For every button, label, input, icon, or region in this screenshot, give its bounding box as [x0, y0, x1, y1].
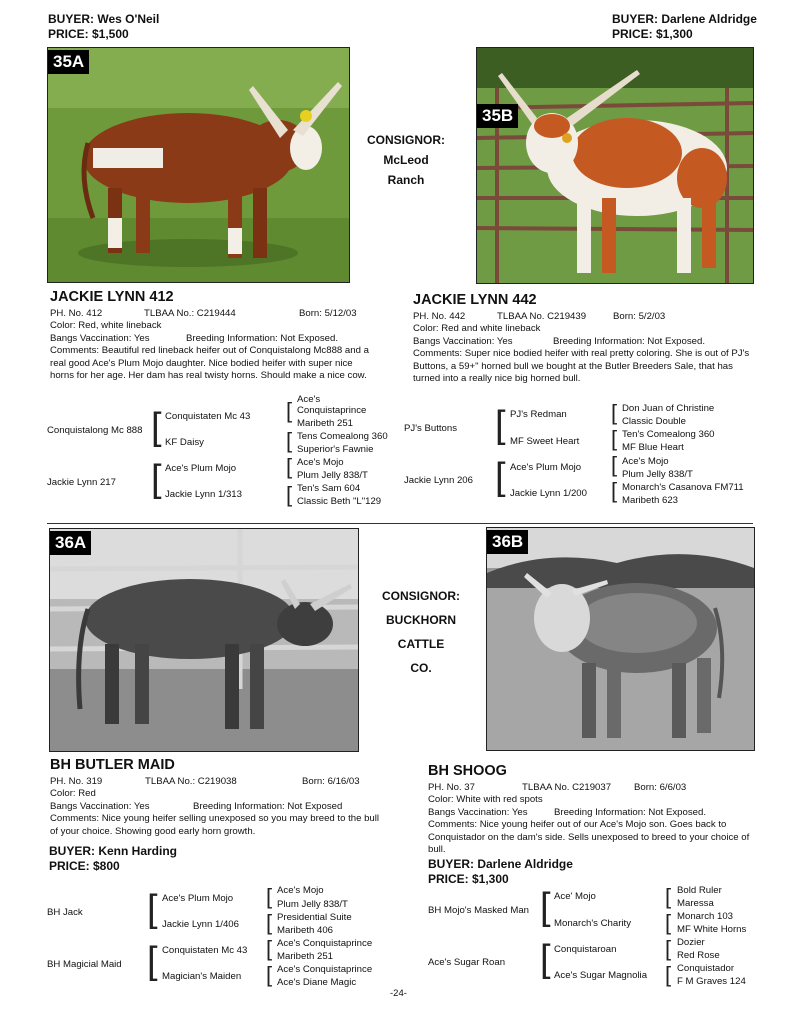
ped-sss: Don Juan of Christine	[622, 403, 715, 414]
ped-sdd: Maribeth 406	[277, 925, 333, 936]
ped-sd: KF Daisy	[165, 437, 204, 448]
ped-dds: Ace's Conquistaprince	[277, 964, 373, 975]
bracket: [	[495, 404, 506, 446]
ped-dsd: Plum Jelly 838/T	[297, 470, 368, 481]
born-date: Born: 6/16/03	[302, 776, 360, 787]
ped-dd: Jackie Lynn 1/200	[510, 488, 587, 499]
comments-text: Comments: Super nice bodied heifer with real pretty coloring. She is out of PJ's Buttons, a 59+" horned bull we bought at the Butler Breeders Sale, that has turned into a really nice big horned bull.	[413, 348, 750, 385]
bangs-text: Bangs Vaccination: Yes	[413, 335, 513, 347]
bracket: [	[495, 456, 506, 498]
lot-label-36b: 36B	[487, 530, 528, 554]
ped-sire: BH Jack	[47, 907, 83, 918]
ped-ssd: Classic Double	[622, 416, 686, 427]
consignor-name-line: McLeod	[383, 153, 429, 167]
buyer-35a: BUYER: Wes O'Neil	[48, 12, 160, 26]
consignor-name-line: BUCKHORN	[386, 613, 456, 627]
ped-dam: Jackie Lynn 217	[47, 477, 116, 488]
ped-dsd: Maribeth 251	[277, 951, 333, 962]
bracket: [	[286, 398, 293, 423]
consignor-block-2	[366, 584, 476, 680]
ped-dss: Ace's Mojo	[622, 456, 669, 467]
ped-sss: Bold Ruler	[677, 885, 722, 896]
ped-sire: PJ's Buttons	[404, 423, 458, 434]
bracket: [	[665, 884, 672, 909]
bracket: [	[665, 936, 672, 961]
bangs-text: Bangs Vaccination: Yes	[428, 806, 528, 818]
color-text: Color: Red, white lineback	[50, 320, 162, 332]
ped-dam: BH Magicial Maid	[47, 959, 122, 970]
ped-sds: Tens Comealong 360	[297, 431, 388, 442]
animal-name-35a: JACKIE LYNN 412	[50, 289, 174, 305]
bracket: [	[266, 962, 273, 987]
bracket: [	[611, 452, 618, 477]
ped-ddd: Ace's Diane Magic	[277, 977, 357, 988]
ped-ds: Ace's Plum Mojo	[165, 463, 237, 474]
comments-text: Comments: Beautiful red lineback heifer out of Conquistalong Mc888 and a real good Ace's Plum Mojo daughter. Nice bodied heifer with super nice horns for her age. Her dam has real twisty horns. Should make a nice cow.	[50, 345, 369, 382]
bracket: [	[665, 962, 672, 987]
comments-text: Comments: Nice young heifer selling unexposed so you may breed to the bull of your choice. Showing good early horn growth.	[50, 813, 380, 837]
born-date: Born: 5/12/03	[299, 308, 357, 319]
breeding-text: Breeding Information: Not Exposed.	[186, 332, 338, 344]
tlbaa-number: TLBAA No.: C219444	[144, 308, 236, 319]
photo-36b	[486, 527, 755, 751]
bracket: [	[611, 426, 618, 451]
bracket: [	[147, 888, 158, 930]
ped-dss: Dozier	[677, 937, 705, 948]
breeding-text: Breeding Information: Not Exposed	[193, 800, 343, 812]
bracket: [	[266, 884, 273, 909]
buyer-36a: BUYER: Kenn Harding	[49, 844, 178, 858]
ped-ds: Conquistaten Mc 43	[162, 945, 248, 956]
consignor-name-line: CATTLE	[397, 637, 445, 651]
bracket: [	[266, 936, 273, 961]
info-35a	[50, 308, 370, 382]
ped-sire: Conquistalong Mc 888	[47, 425, 143, 436]
ph-number: PH. No. 319	[50, 776, 103, 787]
ped-sds: Ten's Comealong 360	[622, 429, 715, 440]
ped-ddd: Maribeth 623	[622, 495, 678, 506]
bangs-text: Bangs Vaccination: Yes	[50, 800, 150, 812]
bracket: [	[286, 428, 293, 453]
ped-dam: Jackie Lynn 206	[404, 475, 473, 486]
info-35b	[413, 311, 758, 385]
ped-ddd: F M Graves 124	[677, 976, 746, 987]
tlbaa-number: TLBAA No. C219037	[522, 782, 612, 793]
bangs-text: Bangs Vaccination: Yes	[50, 332, 150, 344]
ped-dd: Ace's Sugar Magnolia	[554, 970, 648, 981]
ped-sdd: MF White Horns	[677, 924, 747, 935]
ped-dd: Jackie Lynn 1/313	[165, 489, 242, 500]
tlbaa-number: TLBAA No.: C219038	[145, 776, 237, 787]
ped-sds: Presidential Suite	[277, 912, 352, 923]
ph-number: PH. No. 37	[428, 782, 475, 793]
bracket: [	[286, 482, 293, 507]
ped-ssd: Maribeth 251	[297, 418, 353, 429]
ped-sd: MF Sweet Heart	[510, 436, 580, 447]
bracket: [	[540, 938, 551, 980]
breeding-text: Breeding Information: Not Exposed.	[554, 806, 706, 818]
ped-ssd: Maressa	[677, 898, 714, 909]
bracket: [	[286, 454, 293, 479]
animal-name-36b: BH SHOOG	[428, 763, 507, 779]
ped-dss: Ace's Mojo	[297, 457, 344, 468]
ped-sdd: MF Blue Heart	[622, 442, 684, 453]
ped-dsd: Plum Jelly 838/T	[622, 469, 693, 480]
ped-dds: Conquistador	[677, 963, 735, 974]
ped-sdd: Superior's Fawnie	[297, 444, 374, 455]
ped-sss-2: Conquistaprince	[297, 405, 367, 416]
price-36b: PRICE: $1,300	[428, 872, 509, 886]
lot-label-35a: 35A	[48, 50, 89, 74]
ped-sds: Monarch 103	[677, 911, 733, 922]
bracket: [	[151, 458, 162, 500]
bracket: [	[611, 478, 618, 503]
ped-ss: Ace' Mojo	[554, 891, 596, 902]
section-divider	[47, 523, 753, 524]
page-number: -24-	[390, 988, 407, 999]
ped-sss: Ace's	[297, 394, 321, 405]
ped-ds: Conquistaroan	[554, 944, 617, 955]
ped-ss: Ace's Plum Mojo	[162, 893, 234, 904]
ped-dd: Magician's Maiden	[162, 971, 242, 982]
ped-sd: Jackie Lynn 1/406	[162, 919, 239, 930]
ped-dsd: Red Rose	[677, 950, 720, 961]
info-36a	[50, 776, 380, 838]
ped-dam: Ace's Sugar Roan	[428, 957, 506, 968]
bracket: [	[151, 406, 162, 448]
consignor-block-1	[351, 130, 461, 190]
bracket: [	[147, 940, 158, 982]
comments-text: Comments: Nice young heifer out of our Ace's Mojo son. Goes back to Conquistador on the dam's side. Sells unexposed to breed to your choice of bull.	[428, 819, 750, 856]
price-36a: PRICE: $800	[49, 859, 120, 873]
born-date: Born: 5/2/03	[613, 311, 666, 322]
ph-number: PH. No. 442	[413, 311, 466, 322]
ph-number: PH. No. 412	[50, 308, 103, 319]
lot-label-36a: 36A	[50, 531, 91, 555]
consignor-label: CONSIGNOR:	[382, 589, 460, 603]
color-text: Color: Red	[50, 788, 96, 800]
info-36b	[428, 782, 768, 856]
ped-ssd: Plum Jelly 838/T	[277, 899, 348, 910]
photo-35a	[47, 47, 350, 283]
ped-dds: Ten's Sam 604	[297, 483, 361, 494]
bracket: [	[611, 400, 618, 425]
ped-ds: Ace's Plum Mojo	[510, 462, 582, 473]
bracket: [	[266, 910, 273, 935]
ped-sss: Ace's Mojo	[277, 885, 324, 896]
breeding-text: Breeding Information: Not Exposed.	[553, 335, 705, 347]
lot-label-35b: 35B	[477, 104, 518, 128]
ped-ddd: Classic Beth "L"129	[297, 496, 382, 507]
ped-ss: Conquistaten Mc 43	[165, 411, 251, 422]
ped-ss: PJ's Redman	[510, 409, 567, 420]
buyer-36b: BUYER: Darlene Aldridge	[428, 857, 573, 871]
consignor-name-line: Ranch	[387, 173, 425, 187]
color-text: Color: White with red spots	[428, 794, 543, 806]
ped-dss: Ace's Conquistaprince	[277, 938, 373, 949]
consignor-label: CONSIGNOR:	[367, 133, 445, 147]
ped-sire: BH Mojo's Masked Man	[428, 905, 530, 916]
bracket: [	[665, 910, 672, 935]
price-35a: PRICE: $1,500	[48, 27, 129, 41]
photo-35b	[476, 47, 754, 284]
ped-sd: Monarch's Charity	[554, 918, 632, 929]
animal-name-36a: BH BUTLER MAID	[50, 757, 175, 773]
animal-name-35b: JACKIE LYNN 442	[413, 292, 537, 308]
price-35b: PRICE: $1,300	[612, 27, 693, 41]
tlbaa-number: TLBAA No. C219439	[497, 311, 587, 322]
photo-36a	[49, 528, 359, 752]
born-date: Born: 6/6/03	[634, 782, 687, 793]
ped-dds: Monarch's Casanova FM711	[622, 482, 744, 493]
buyer-35b: BUYER: Darlene Aldridge	[612, 12, 757, 26]
color-text: Color: Red and white lineback	[413, 323, 541, 335]
bracket: [	[540, 886, 551, 928]
consignor-name-line: CO.	[410, 661, 432, 675]
